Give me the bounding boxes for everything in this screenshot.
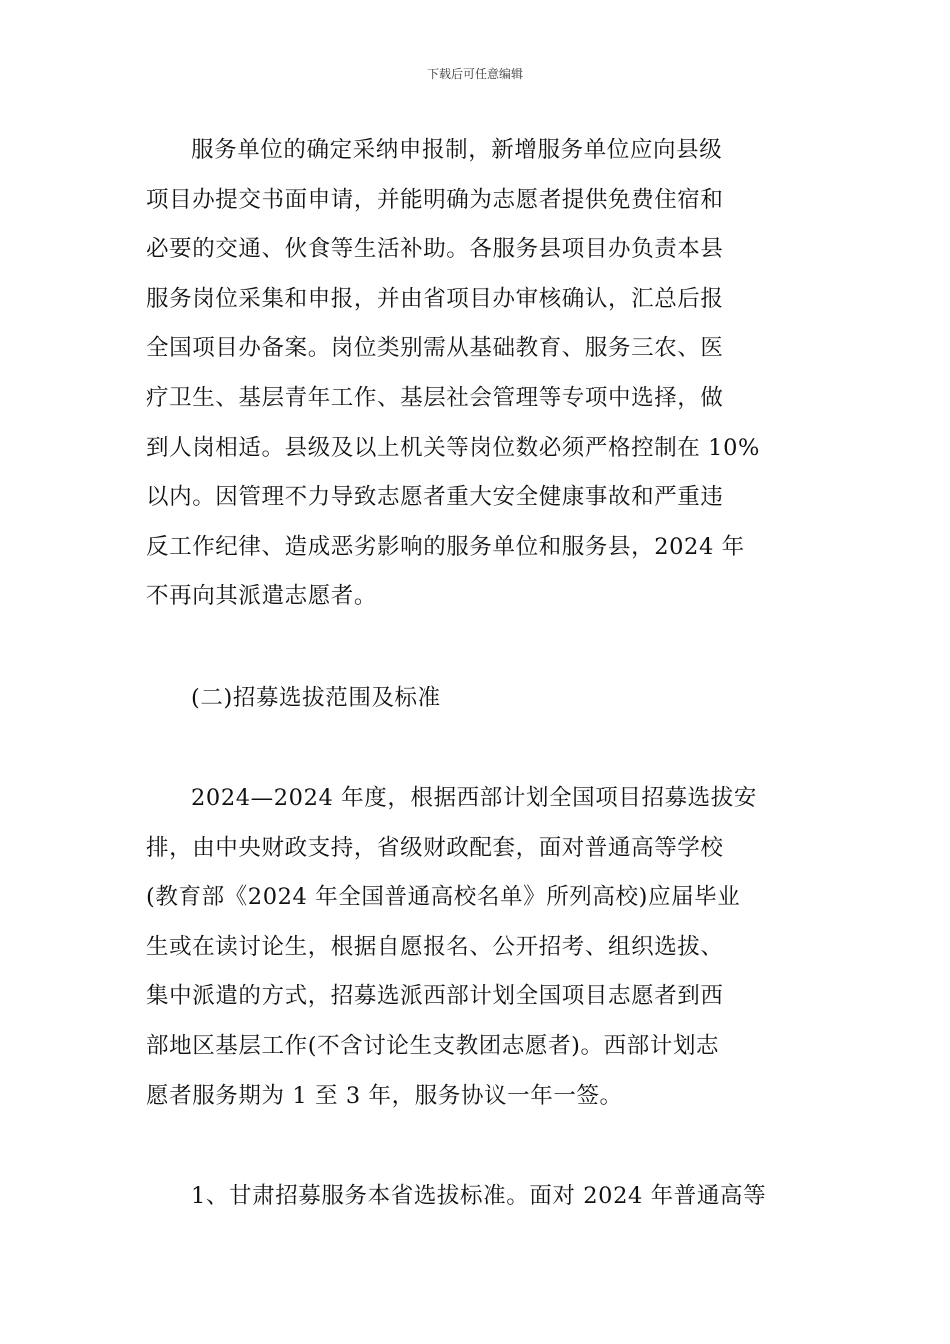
text-line: 排，由中央财政支持，省级财政配套，面对普通高等学校 — [146, 834, 724, 861]
text-line: 愿者服务期为 1 至 3 年，服务协议一年一签。 — [146, 1082, 623, 1109]
text-line: 集中派遣的方式，招募选派西部计划全国项目志愿者到西 — [146, 983, 724, 1010]
text-line: 部地区基层工作(不含讨论生支教团志愿者)。西部计划志 — [146, 1032, 720, 1059]
section-heading-text: (二)招募选拔范围及标准 — [191, 685, 441, 711]
text-line: 项目办提交书面申请，并能明确为志愿者提供免费住宿和 — [146, 186, 724, 213]
text-line: 以内。因管理不力导致志愿者重大安全健康事故和严重违 — [146, 484, 724, 511]
text-line: 服务岗位采集和申报，并由省项目办审核确认，汇总后报 — [146, 285, 724, 312]
text-line: 到人岗相适。县级及以上机关等岗位数必须严格控制在 10% — [146, 434, 760, 461]
paragraph-service-units — [146, 126, 808, 622]
page-header: 下载后可任意编辑 — [426, 67, 523, 81]
paragraph-recruitment-scope — [146, 774, 808, 1121]
text-line: 生或在读讨论生，根据自愿报名、公开招考、组织选拔、 — [146, 933, 724, 960]
section-heading — [146, 674, 808, 724]
text-line: 反工作纪律、造成恶劣影响的服务单位和服务县，2024 年 — [146, 533, 745, 560]
text-line: 服务单位的确定采纳申报制，新增服务单位应向县级 — [191, 137, 723, 163]
text-line: (教育部《2024 年全国普通高校名单》所列高校)应届毕业 — [146, 884, 741, 911]
text-line: 不再向其派遣志愿者。 — [146, 583, 378, 610]
text-line: 必要的交通、伙食等生活补助。各服务县项目办负责本县 — [146, 236, 724, 263]
text-line: 疗卫生、基层青年工作、基层社会管理等专项中选择，做 — [146, 384, 724, 411]
text-line: 1、甘肃招募服务本省选拔标准。面对 2024 年普通高等 — [191, 1183, 767, 1209]
paragraph-gansu-standard — [146, 1172, 808, 1222]
text-line: 全国项目办备案。岗位类别需从基础教育、服务三农、医 — [146, 335, 724, 362]
text-line: 2024—2024 年度，根据西部计划全国项目招募选拔安 — [191, 785, 757, 811]
